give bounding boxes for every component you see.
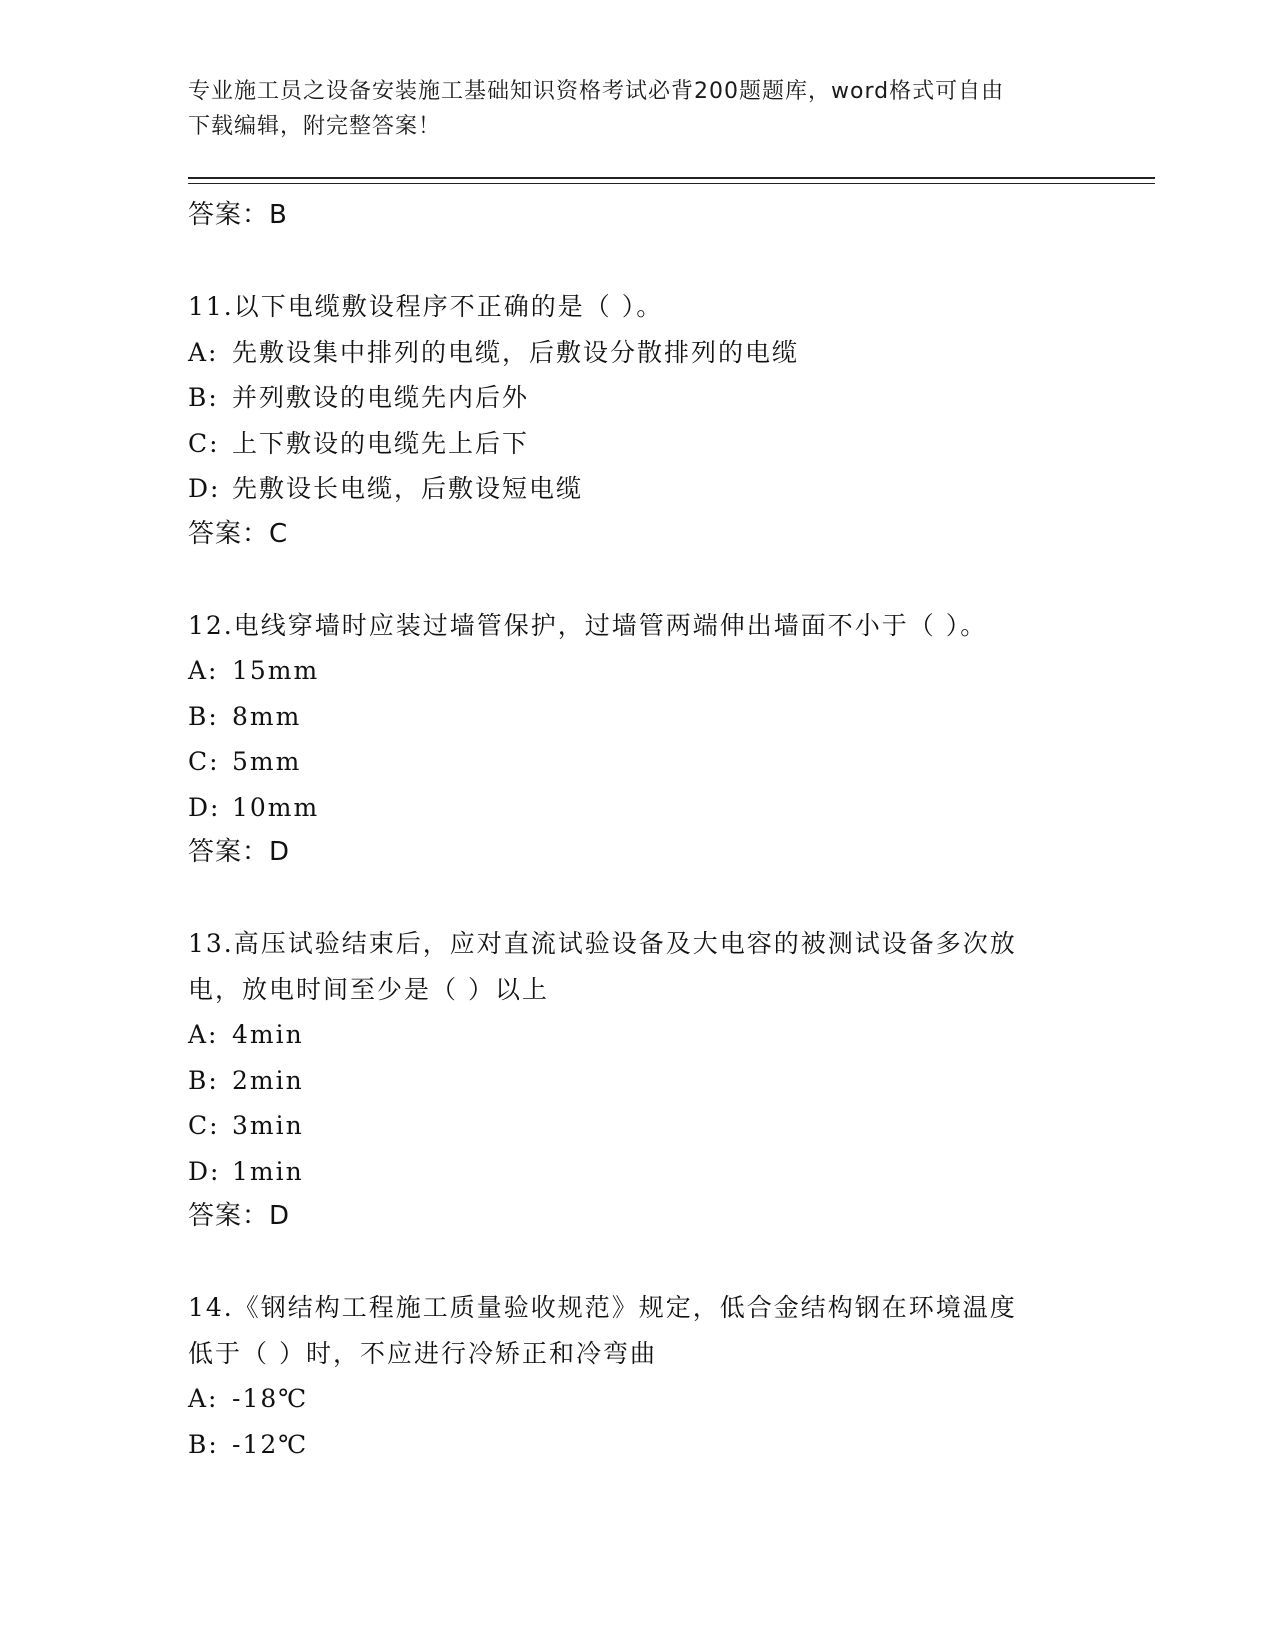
option-text: 4min — [232, 1020, 304, 1049]
question-14 — [188, 1285, 1088, 1467]
spacer — [188, 557, 1088, 603]
spacer — [188, 239, 1088, 285]
question-stem: 12.电线穿墙时应装过墙管保护，过墙管两端伸出墙面不小于（ ）。 — [188, 610, 988, 640]
answer: 答案：D — [188, 1201, 291, 1231]
question-stem: 14.《钢结构工程施工质量验收规范》规定，低合金结构钢在环境温度 — [188, 1293, 1017, 1322]
option-text: 10mm — [232, 792, 320, 822]
option-text: 并列敷设的电缆先内后外 — [232, 383, 530, 412]
option-letter: C: — [188, 747, 220, 776]
option-b — [188, 1422, 1088, 1468]
option-a — [188, 648, 1088, 694]
option-text: -12℃ — [232, 1429, 309, 1459]
option-b — [188, 694, 1088, 740]
option-d — [188, 785, 1088, 831]
option-text: 上下敷设的电缆先上后下 — [232, 428, 530, 458]
option-d — [188, 466, 1088, 512]
option-c — [188, 1103, 1088, 1149]
question-12 — [188, 603, 1088, 876]
option-letter: B: — [188, 383, 219, 412]
option-c — [188, 739, 1088, 785]
option-a — [188, 330, 1088, 376]
header-rule-thick — [188, 177, 1155, 179]
spacer — [188, 876, 1088, 922]
option-letter: A: — [188, 337, 219, 367]
option-text: 先敷设长电缆，后敷设短电缆 — [232, 474, 584, 503]
option-text: 8mm — [232, 701, 302, 731]
question-stem: 13.高压试验结束后，应对直流试验设备及大电容的被测试设备多次放 — [188, 929, 1017, 958]
question-13 — [188, 921, 1088, 1240]
question-stem-continued: 电，放电时间至少是（ ）以上 — [188, 974, 549, 1004]
option-text: 2min — [232, 1065, 304, 1095]
option-a — [188, 1012, 1088, 1058]
question-stem: 11.以下电缆敷设程序不正确的是（ ）。 — [188, 292, 664, 321]
document-header — [188, 74, 1088, 144]
option-text: 1min — [232, 1156, 304, 1186]
option-letter: D: — [188, 1156, 221, 1186]
option-letter: D: — [188, 792, 221, 822]
option-letter: A: — [188, 1384, 219, 1413]
spacer — [188, 1240, 1088, 1286]
option-letter: B: — [188, 1429, 219, 1459]
header-rule-thin — [188, 183, 1155, 184]
question-11 — [188, 284, 1088, 557]
option-text: 15mm — [232, 656, 320, 685]
option-letter: A: — [188, 656, 219, 685]
option-letter: C: — [188, 1111, 220, 1140]
question-stem-continued: 低于（ ）时，不应进行冷矫正和冷弯曲 — [188, 1338, 657, 1368]
option-letter: B: — [188, 701, 219, 731]
option-a — [188, 1376, 1088, 1422]
option-text: -18℃ — [232, 1384, 309, 1413]
option-letter: B: — [188, 1065, 219, 1095]
option-text: 5mm — [232, 747, 302, 776]
header-line-2: 下载编辑，附完整答案！ — [188, 114, 442, 139]
option-text: 3min — [232, 1111, 304, 1140]
answer: 答案：D — [188, 837, 291, 867]
question-list — [188, 193, 1088, 1467]
header-line-1: 专业施工员之设备安装施工基础知识资格考试必背200题题库，word格式可自由 — [188, 79, 1005, 104]
previous-answer: 答案：B — [188, 200, 288, 230]
answer: 答案：C — [188, 518, 289, 549]
option-b — [188, 1058, 1088, 1104]
option-text: 先敷设集中排列的电缆，后敷设分散排列的电缆 — [232, 337, 800, 367]
option-letter: D: — [188, 474, 221, 503]
option-d — [188, 1149, 1088, 1195]
option-c — [188, 421, 1088, 467]
option-b — [188, 375, 1088, 421]
option-letter: A: — [188, 1020, 219, 1049]
option-letter: C: — [188, 428, 220, 458]
